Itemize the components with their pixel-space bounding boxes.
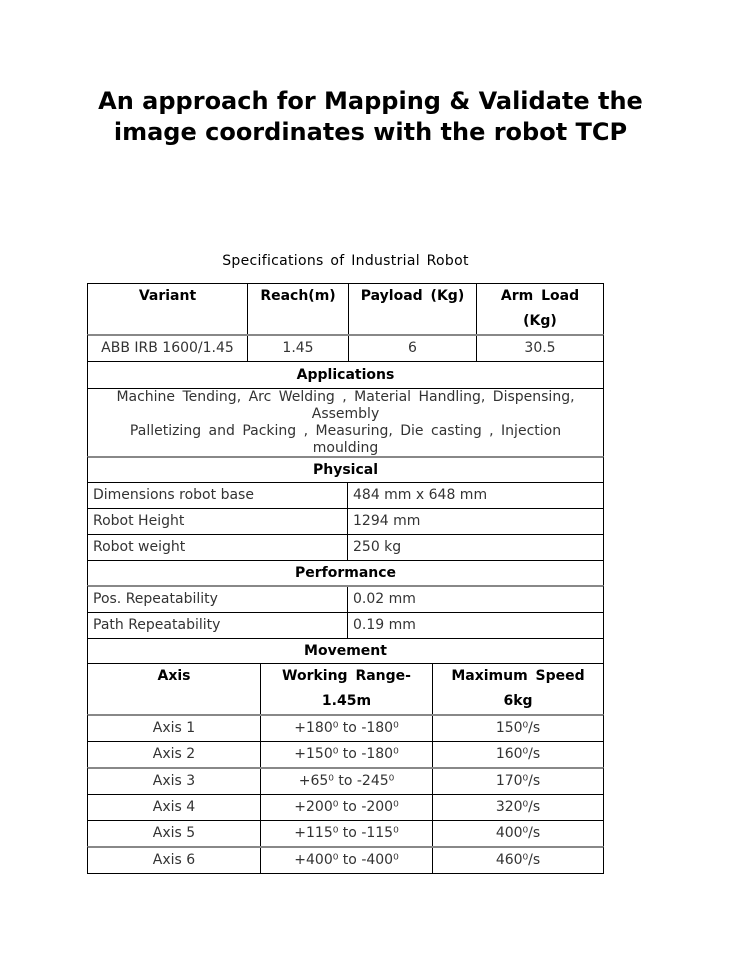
- range-cell: +115⁰ to -115⁰: [260, 821, 432, 846]
- performance-heading-row: [87, 560, 604, 585]
- header-variant: Variant: [138, 288, 197, 304]
- movement-row: [87, 820, 604, 846]
- movement-row: [87, 846, 604, 874]
- axis-cell: Axis 2: [152, 746, 196, 762]
- applications-heading: Applications: [296, 367, 395, 383]
- table-caption: Specifications of Industrial Robot: [222, 253, 469, 269]
- title-line-2: image coordinates with the robot TCP: [113, 118, 628, 146]
- movement-heading-row: [87, 638, 604, 663]
- movement-heading: Movement: [304, 643, 387, 659]
- physical-value: 1294 mm: [347, 509, 603, 534]
- applications-line-1: Machine Tending, Arc Welding , Material Handling, Dispensing,: [116, 388, 575, 405]
- speed-cell: 400⁰/s: [432, 821, 603, 846]
- arm-load-value: 30.5: [476, 336, 603, 361]
- performance-label: Path Repeatability: [93, 617, 221, 633]
- range-cell: +65⁰ to -245⁰: [260, 769, 432, 794]
- range-cell: +150⁰ to -180⁰: [260, 742, 432, 767]
- header-working-range-line1: Working Range-: [282, 668, 411, 684]
- physical-value: 484 mm x 648 mm: [347, 483, 603, 508]
- speed-cell: 320⁰/s: [432, 795, 603, 820]
- physical-row: [87, 482, 604, 508]
- speed-cell: 160⁰/s: [432, 742, 603, 767]
- physical-heading: Physical: [312, 462, 379, 478]
- physical-value: 250 kg: [347, 535, 603, 560]
- payload-value: 6: [348, 336, 476, 361]
- range-cell: +200⁰ to -200⁰: [260, 795, 432, 820]
- physical-label: Robot weight: [93, 539, 186, 555]
- header-reach: Reach(m): [247, 284, 348, 334]
- header-working-range: [260, 664, 432, 714]
- header-working-range-line2: 1.45m: [321, 693, 372, 709]
- physical-row: [87, 508, 604, 534]
- header-arm-load-line2: (Kg): [523, 313, 557, 329]
- applications-line-3: Palletizing and Packing , Measuring, Die casting , Injection: [129, 422, 562, 439]
- applications-row: [87, 388, 604, 456]
- range-cell: +180⁰ to -180⁰: [260, 716, 432, 741]
- applications-line-2: Assembly: [311, 405, 380, 422]
- header-max-speed-line1: Maximum Speed: [451, 668, 585, 684]
- reach-value: 1.45: [247, 336, 348, 361]
- performance-label: Pos. Repeatability: [93, 591, 218, 607]
- variant-value: ABB IRB 1600/1.45: [101, 340, 234, 356]
- speed-cell: 170⁰/s: [432, 769, 603, 794]
- movement-row: [87, 714, 604, 741]
- speed-cell: 150⁰/s: [432, 716, 603, 741]
- axis-cell: Axis 5: [152, 825, 196, 841]
- specifications-table: [87, 283, 604, 874]
- axis-cell: Axis 6: [152, 852, 196, 868]
- applications-line-4: moulding: [312, 439, 379, 456]
- movement-row: [87, 741, 604, 767]
- range-cell: +400⁰ to -400⁰: [260, 848, 432, 873]
- movement-row: [87, 767, 604, 794]
- performance-value: 0.02 mm: [347, 587, 603, 612]
- header-arm-load: [476, 284, 603, 334]
- axis-cell: Axis 1: [152, 720, 196, 736]
- header-arm-load-line1: Arm Load: [500, 288, 580, 304]
- axis-cell: Axis 4: [152, 799, 196, 815]
- applications-heading-row: [87, 361, 604, 388]
- physical-heading-row: [87, 456, 604, 482]
- performance-value: 0.19 mm: [347, 613, 603, 638]
- movement-row: [87, 794, 604, 820]
- physical-label: Dimensions robot base: [93, 487, 254, 503]
- spec-header-row: [87, 283, 604, 334]
- spec-data-row: [87, 334, 604, 361]
- axis-cell: Axis 3: [152, 773, 196, 789]
- title-line-1: An approach for Mapping & Validate the: [98, 87, 643, 115]
- performance-heading: Performance: [294, 565, 397, 581]
- document-title: [0, 86, 741, 148]
- header-payload: Payload (Kg): [348, 284, 476, 334]
- performance-row: [87, 612, 604, 638]
- physical-label: Robot Height: [93, 513, 185, 529]
- speed-cell: 460⁰/s: [432, 848, 603, 873]
- performance-row: [87, 585, 604, 612]
- physical-row: [87, 534, 604, 560]
- header-max-speed-line2: 6kg: [503, 693, 533, 709]
- applications-text: [88, 389, 603, 457]
- movement-header-row: [87, 663, 604, 714]
- header-axis: Axis: [157, 668, 191, 684]
- header-max-speed: [432, 664, 603, 714]
